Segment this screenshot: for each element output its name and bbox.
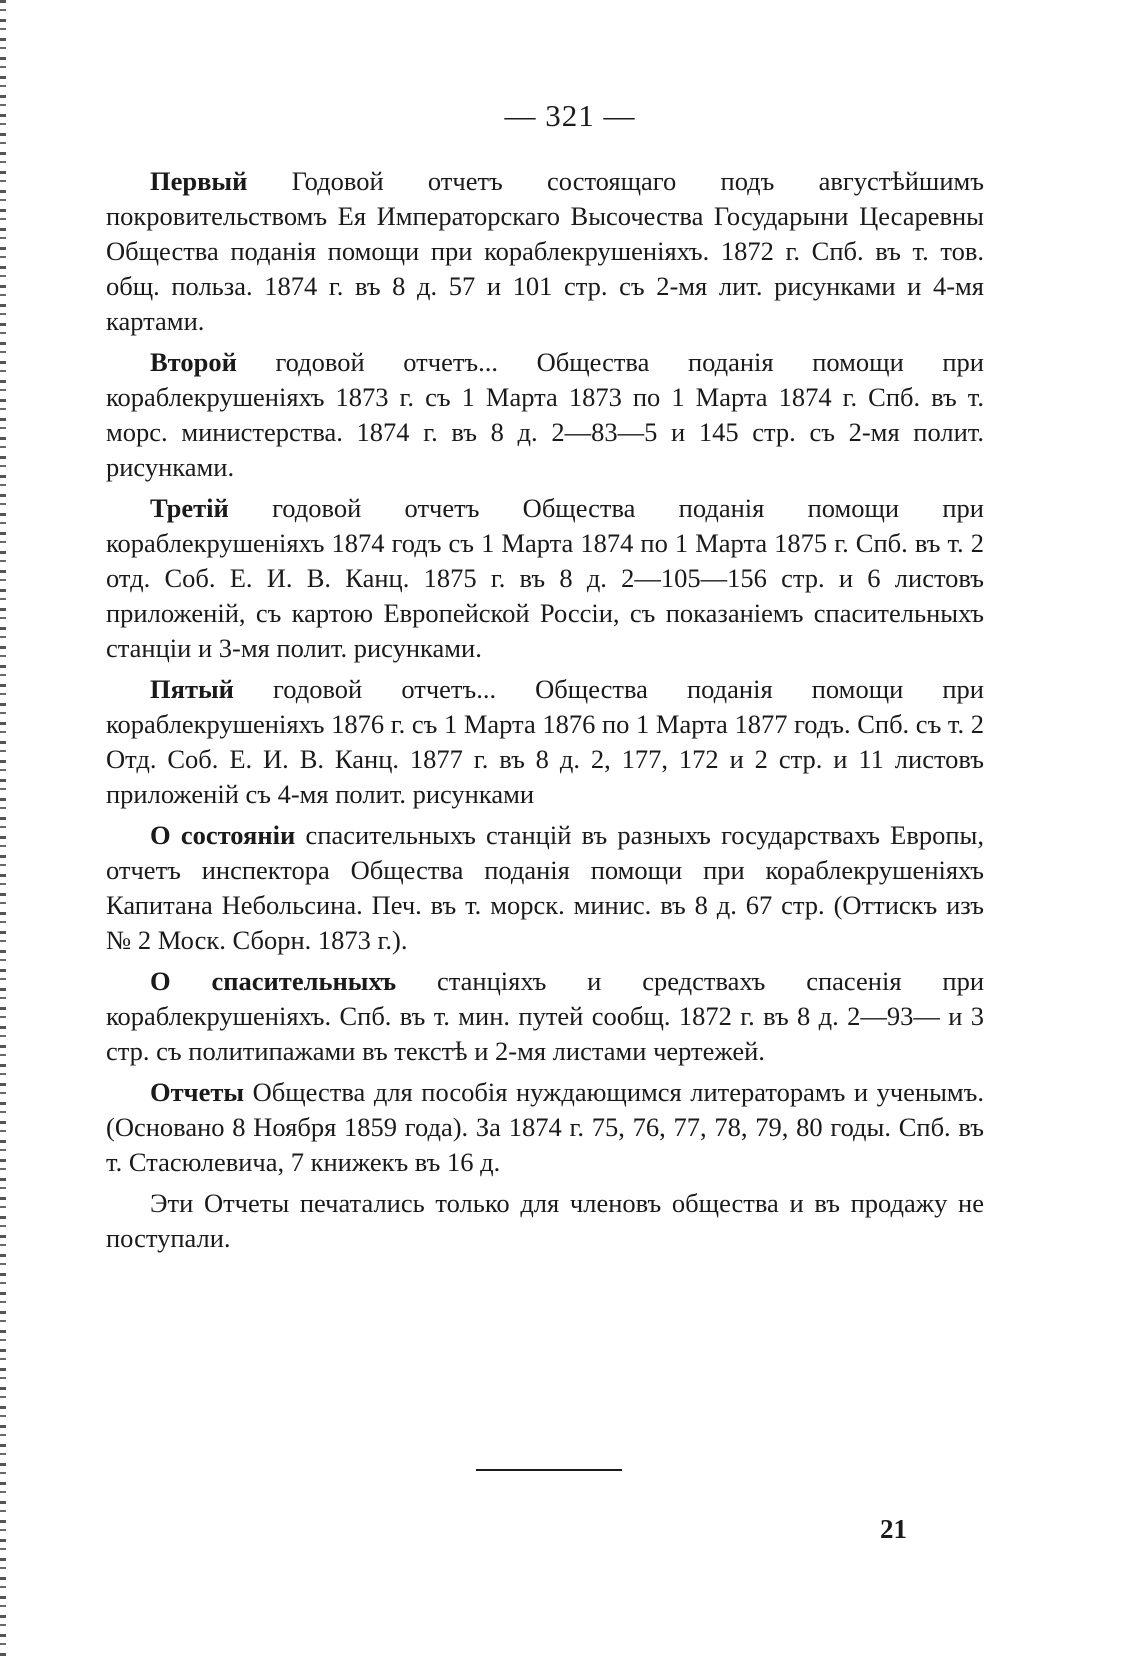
entry-6 [106,964,984,1069]
bibliography-text [106,164,984,1262]
scan-edge [0,0,6,1657]
entry-7 [106,1075,984,1180]
entry-text: Эти Отчеты печатались только для членовъ общества и въ продажу не поступали. [106,1188,984,1253]
entry-3 [106,491,984,666]
entry-lead: Первый [150,166,248,196]
entry-text: спасительныхъ станцій въ разныхъ государствахъ Европы, отчетъ инспектора Общества поданія помощи при кораблекрушеніяхъ Капитана Небольсина. Печ. въ т. морск. минис. въ 8 д. 67 стр. (Оттискъ изъ № 2 Моск. Сборн. 1873 г.). [106,820,984,955]
entry-lead: О спасительныхъ [150,966,397,996]
entry-text: Годовой отчетъ состоящаго подъ августѣйшимъ покровительствомъ Ея Императорскаго Высочества Государыни Цесаревны Общества поданія помощи при кораблекрушеніяхъ. 1872 г. Спб. въ т. тов. общ. польза. 1874 г. въ 8 д. 57 и 101 стр. съ 2-мя лит. рисунками и 4-мя картами. [106,166,984,336]
entry-lead: Второй [150,347,237,377]
entry-lead: Отчеты [150,1077,245,1107]
entry-lead: Третій [150,493,229,523]
entry-note [106,1186,984,1256]
end-rule [476,1469,622,1471]
entry-text: годовой отчетъ... Общества поданія помощи при кораблекрушеніяхъ 1876 г. съ 1 Марта 1876 по 1 Марта 1877 годъ. Спб. съ т. 2 Отд. Соб. Е. И. В. Канц. 1877 г. въ 8 д. 2, 177, 172 и 2 стр. и 11 листовъ приложеній съ 4-мя полит. рисунками [106,674,984,809]
entry-lead: О состояніи [150,820,296,850]
entry-text: годовой отчетъ Общества поданія помощи при кораблекрушеніяхъ 1874 годъ съ 1 Марта 1874 по 1 Марта 1875 г. Спб. въ т. 2 отд. Соб. Е. И. В. Канц. 1875 г. въ 8 д. 2—105—156 стр. и 6 листовъ приложеній, съ картою Европейской Россіи, съ показаніемъ спасительныхъ станціи и 3-мя полит. рисунками. [106,493,984,663]
signature-mark: 21 [880,1514,907,1544]
page-number: — 321 — [504,98,636,133]
entry-2 [106,345,984,485]
entry-text: Общества для пособія нуждающимся литераторамъ и ученымъ. (Основано 8 Ноября 1859 года). За 1874 г. 75, 76, 77, 78, 79, 80 годы. Спб. въ т. Стасюлевича, 7 книжекъ въ 16 д. [106,1077,984,1177]
entry-text: станціяхъ и средствахъ спасенія при кораблекрушеніяхъ. Спб. въ т. мин. путей сообщ. 1872 г. въ 8 д. 2—93— и 3 стр. съ политипажами въ текстѣ и 2-мя листами чертежей. [106,966,984,1066]
entry-lead: Пятый [150,674,234,704]
entry-5 [106,818,984,958]
entry-4 [106,672,984,812]
entry-1 [106,164,984,339]
entry-text: годовой отчетъ... Общества поданія помощи при кораблекрушеніяхъ 1873 г. съ 1 Марта 1873 по 1 Марта 1874 г. Спб. въ т. морс. министерства. 1874 г. въ 8 д. 2—83—5 и 145 стр. съ 2-мя полит. рисунками. [106,347,984,482]
